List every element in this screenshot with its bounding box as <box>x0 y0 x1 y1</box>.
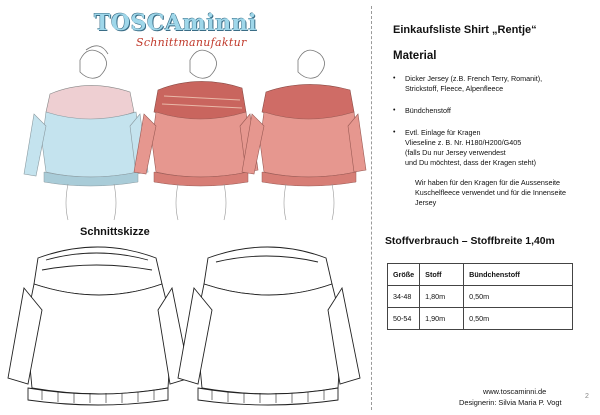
bullet-icon: • <box>393 129 396 136</box>
table-cell: 0,50m <box>464 308 573 330</box>
logo-tagline: Schnittmanufaktur <box>136 36 247 49</box>
model-blue-sweater <box>24 46 148 220</box>
material-item-jersey: • Dicker Jersey (z.B. French Terry, Romanit), Strickstoff, Fleece, Alpenfleece <box>393 74 543 93</box>
website-link[interactable]: www.toscaminni.de <box>483 387 547 396</box>
table-cell: 34-48 <box>388 286 420 308</box>
table-header-row <box>388 264 573 286</box>
material-item-cuff: • Bündchenstoff <box>393 106 451 115</box>
shopping-list-title: Einkaufsliste Shirt „Rentje“ <box>393 24 537 36</box>
bullet-icon: • <box>393 75 396 82</box>
material-heading: Material <box>393 50 437 62</box>
model-pink-sweater <box>242 50 366 220</box>
logo-wordmark: TOSCAminni <box>94 10 257 36</box>
material-list <box>389 74 595 208</box>
material-item-interfacing: • Evtl. Einlage für Kragen Vlieseline z. B. Nr. H180/H200/G405 (falls Du nur Jersey verwendest und Du möchtest, dass der Kragen steht) Wir haben für den Kragen für die Aussenseite Kuschelfleece verwendet und für die Innenseite Jersey <box>389 128 595 208</box>
table-header: Stoff <box>420 264 464 286</box>
sketch-title: Schnittskizze <box>80 226 150 238</box>
table-cell: 1,80m <box>420 286 464 308</box>
table-row <box>388 286 573 308</box>
table-cell: 1,90m <box>420 308 464 330</box>
designer-credit: Designerin: Silvia Maria P. Vogt <box>459 398 562 407</box>
bullet-icon: • <box>393 107 396 114</box>
table-row <box>388 308 573 330</box>
right-panel <box>373 0 600 415</box>
sketch-back <box>178 247 360 405</box>
fabric-table <box>387 263 573 330</box>
table-header: Bündchenstoff <box>464 264 573 286</box>
collar-note: Wir haben für den Kragen für die Aussenseite Kuschelfleece verwendet und für die Innenseite Jersey <box>415 178 567 207</box>
page-number: 2 <box>585 393 589 400</box>
technical-sketches <box>0 236 372 411</box>
fabric-consumption-heading: Stoffverbrauch – Stoffbreite 1,40m <box>385 236 555 247</box>
table-cell: 50-54 <box>388 308 420 330</box>
page-divider <box>371 6 372 410</box>
sketch-front <box>8 247 190 405</box>
model-pink-sweater-plaid-collar <box>134 50 258 220</box>
table-cell: 0,50m <box>464 286 573 308</box>
table-header: Größe <box>388 264 420 286</box>
model-illustrations <box>0 42 372 222</box>
